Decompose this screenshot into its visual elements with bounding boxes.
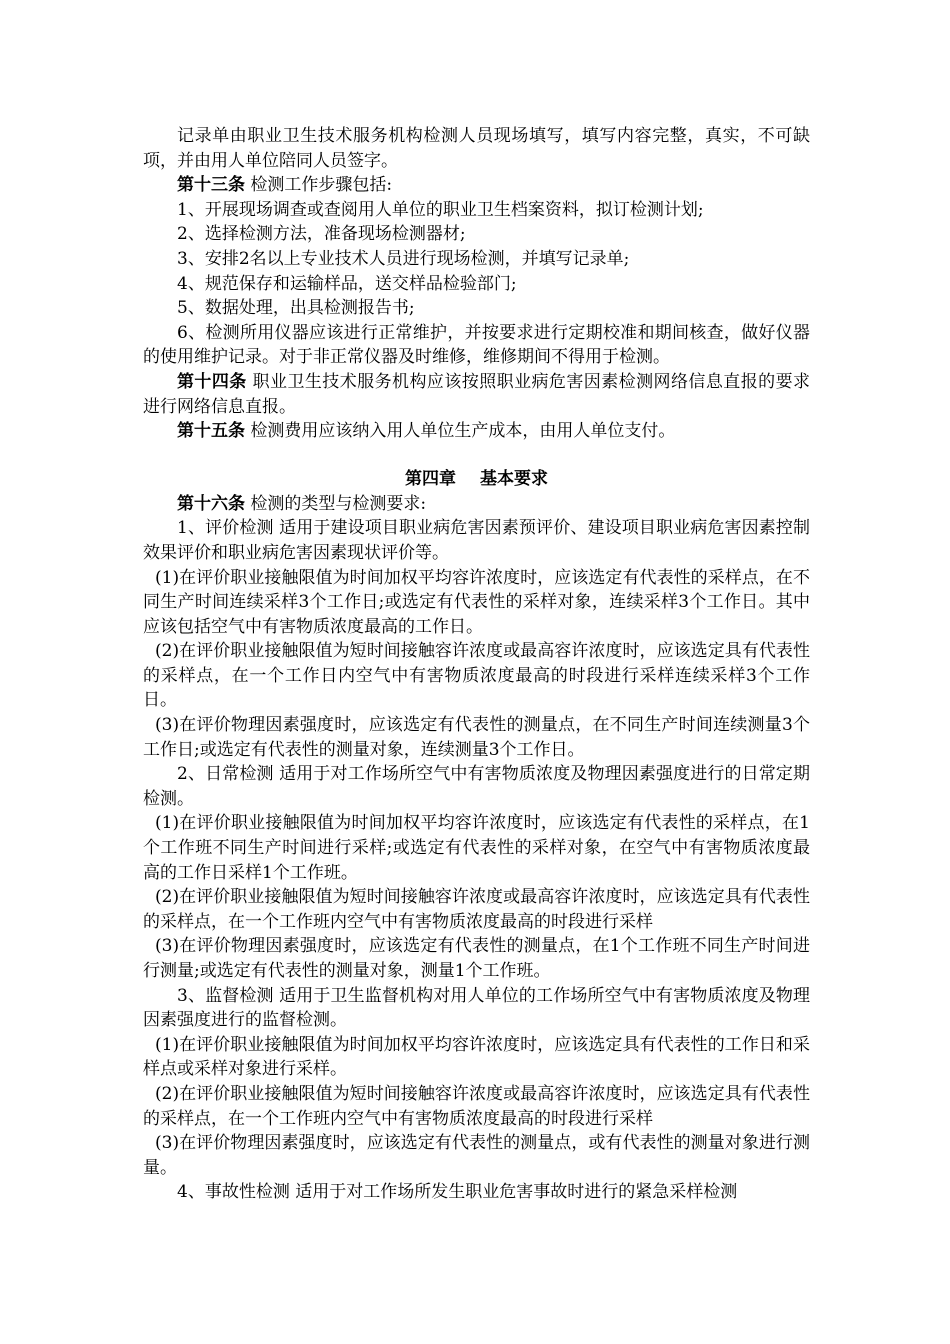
body-paragraph: (2)在评价职业接触限值为短时间接触容许浓度或最高容许浓度时，应该选定具有代表性的采样点，在一个工作日内空气中有害物质浓度最高的时段进行采样连续采样3个工作日。 — [143, 641, 810, 711]
article-text: 检测费用应该纳入用人单位生产成本，由用人单位支付。 — [245, 421, 676, 442]
article-text: 检测的类型与检测要求: — [245, 493, 427, 514]
body-paragraph: (1)在评价职业接触限值为时间加权平均容许浓度时，应该选定具有代表性的工作日和采样点或采样对象进行采样。 — [143, 1034, 810, 1080]
body-paragraph: (3)在评价物理因素强度时，应该选定有代表性的测量点，或有代表性的测量对象进行测量。 — [143, 1133, 810, 1178]
article-label: 第十五条 — [177, 421, 245, 442]
article-paragraph — [143, 370, 810, 419]
body-paragraph: 2、选择检测方法，准备现场检测器材; — [177, 224, 466, 245]
chapter-heading — [143, 466, 810, 492]
body-paragraph: (3)在评价物理因素强度时，应该选定有代表性的测量点，在不同生产时间连续测量3个工作日;或选定有代表性的测量对象，连续测量3个工作日。 — [143, 715, 810, 760]
article-paragraph — [143, 492, 810, 517]
body-paragraph: (1)在评价职业接触限值为时间加权平均容许浓度时，应该选定有代表性的采样点，在1个工作班不同生产时间进行采样;或选定有代表性的采样对象，在空气中有害物质浓度最高的工作日采样1个工作班。 — [143, 813, 810, 883]
body-paragraph: 6、检测所用仪器应该进行正常维护，并按要求进行定期校准和期间核查，做好仪器的使用维护记录。对于非正常仪器及时维修，维修期间不得用于检测。 — [143, 322, 810, 368]
body-paragraph: 2、日常检测 适用于对工作场所空气中有害物质浓度及物理因素强度进行的日常定期检测。 — [143, 764, 810, 809]
article-text: 职业卫生技术服务机构应该按照职业病危害因素检测网络信息直报的要求进行网络信息直报。 — [143, 371, 810, 417]
chapter-title: 基本要求 — [480, 468, 548, 489]
body-paragraph: 5、数据处理，出具检测报告书; — [177, 298, 415, 319]
body-paragraph: 4、事故性检测 适用于对工作场所发生职业危害事故时进行的紧急采样检测 — [177, 1182, 738, 1203]
body-paragraph: 1、开展现场调查或查阅用人单位的职业卫生档案资料，拟订检测计划; — [177, 199, 704, 220]
body-paragraph: 1、评价检测 适用于建设项目职业病危害因素预评价、建设项目职业病危害因素控制效果评价和职业病危害因素现状评价等。 — [143, 518, 810, 563]
body-paragraph: (3)在评价物理因素强度时，应该选定有代表性的测量点，在1个工作班不同生产时间进行测量;或选定有代表性的测量对象，测量1个工作班。 — [143, 936, 810, 981]
section-top — [143, 124, 810, 444]
body-paragraph: 3、安排2名以上专业技术人员进行现场检测，并填写记录单; — [177, 248, 630, 269]
body-paragraph: 记录单由职业卫生技术服务机构检测人员现场填写，填写内容完整，真实，不可缺项，并由用人单位陪同人员签字。 — [143, 126, 810, 171]
article-label: 第十六条 — [177, 493, 245, 514]
article-text: 检测工作步骤包括: — [245, 175, 393, 196]
body-paragraph: 3、监督检测 适用于卫生监督机构对用人单位的工作场所空气中有害物质浓度及物理因素强度进行的监督检测。 — [143, 985, 810, 1031]
body-paragraph: (2)在评价职业接触限值为短时间接触容许浓度或最高容许浓度时，应该选定具有代表性的采样点，在一个工作班内空气中有害物质浓度最高的时段进行采样 — [143, 887, 810, 932]
chapter-number: 第四章 — [405, 468, 456, 489]
body-paragraph: (1)在评价职业接触限值为时间加权平均容许浓度时，应该选定有代表性的采样点，在不同生产时间连续采样3个工作日;或选定有代表性的采样对象，连续采样3个工作日。其中应该包括空气中有害物质浓度最高的工作日。 — [143, 567, 810, 637]
article-label: 第十三条 — [177, 175, 245, 196]
body-paragraph: (2)在评价职业接触限值为短时间接触容许浓度或最高容许浓度时，应该选定具有代表性的采样点，在一个工作班内空气中有害物质浓度最高的时段进行采样 — [143, 1083, 810, 1129]
body-paragraph: 4、规范保存和运输样品，送交样品检验部门; — [177, 273, 517, 294]
article-paragraph — [143, 173, 810, 198]
section-bottom — [143, 492, 810, 1205]
article-paragraph — [143, 419, 810, 444]
article-label: 第十四条 — [177, 371, 247, 392]
